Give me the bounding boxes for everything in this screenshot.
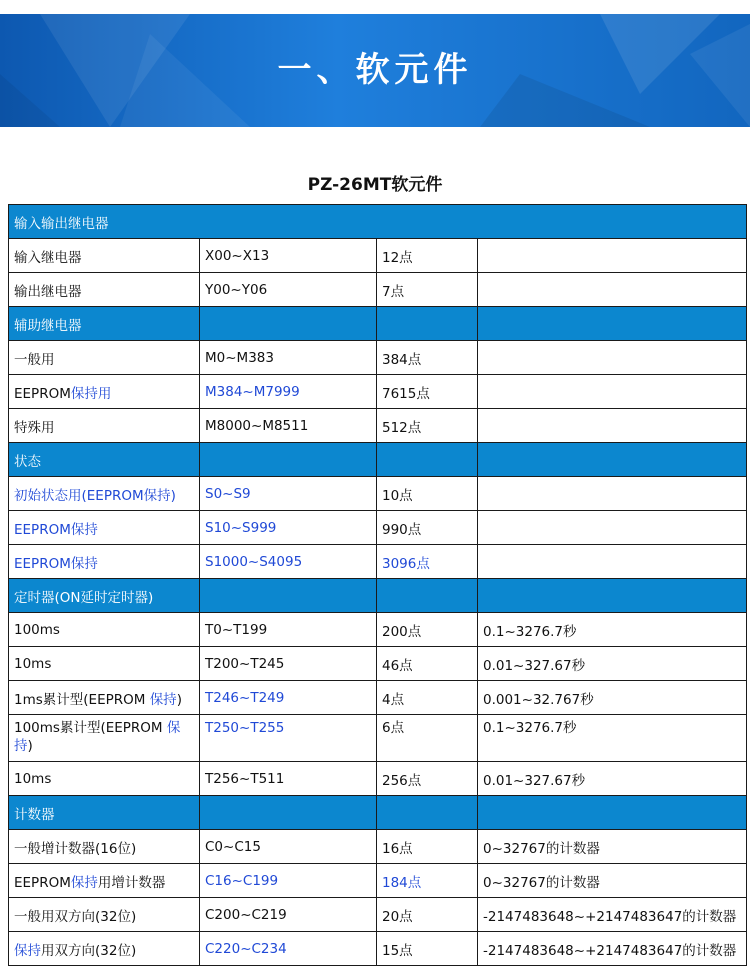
point-count: 6点 [377,715,478,762]
section-header-timers [9,579,747,613]
element-type: 100ms [9,613,200,647]
remark [478,239,747,273]
point-count: 15点 [377,932,478,966]
table-row [9,762,747,796]
element-type-highlight: 保持 [70,874,98,891]
element-type: 特殊用 [9,409,200,443]
section-title: 定时器(ON延时定时器) [9,579,200,613]
address-range: C220~C234 [200,932,377,966]
element-type: 10ms [9,762,200,796]
table-row [9,932,747,966]
point-count: 10点 [377,477,478,511]
element-type-prefix: EEPROM [14,385,71,402]
address-range: T250~T255 [200,715,377,762]
remark [478,545,747,579]
remark: 0.001~32.767秒 [478,681,747,715]
element-type [9,375,200,409]
remark: 0.1~3276.7秒 [478,613,747,647]
address-range: S0~S9 [200,477,377,511]
element-type: 输出继电器 [9,273,200,307]
element-type-prefix: 100ms累计型(EEPROM [14,720,167,736]
address-range: C0~C15 [200,830,377,864]
element-type: 10ms [9,647,200,681]
table-row [9,613,747,647]
point-count: 990点 [377,511,478,545]
element-type [9,864,200,898]
element-type: 一般增计数器(16位) [9,830,200,864]
point-count: 184点 [377,864,478,898]
header-empty-cell [478,443,747,477]
point-count: 512点 [377,409,478,443]
section-header-counters [9,796,747,830]
address-range: X00~X13 [200,239,377,273]
section-header-io-relays [9,205,747,239]
element-type: EEPROM保持 [9,511,200,545]
point-count: 200点 [377,613,478,647]
point-count: 12点 [377,239,478,273]
point-count: 46点 [377,647,478,681]
header-empty-cell [377,307,478,341]
element-type-suffix: ) [27,738,33,754]
element-type-highlight: 保持 [149,691,177,708]
remark: 0.01~327.67秒 [478,762,747,796]
table-row [9,477,747,511]
address-range: C16~C199 [200,864,377,898]
header-empty-cell [478,796,747,830]
element-type: 输入继电器 [9,239,200,273]
remark [478,477,747,511]
remark [478,341,747,375]
table-row [9,239,747,273]
table-row [9,545,747,579]
header-empty-cell [200,307,377,341]
address-range: M0~M383 [200,341,377,375]
table-row [9,273,747,307]
header-empty-cell [200,796,377,830]
remark [478,273,747,307]
point-count: 4点 [377,681,478,715]
title-banner [0,14,750,127]
table-row [9,409,747,443]
section-title: 计数器 [9,796,200,830]
element-type-highlight: 保持 [14,720,181,754]
address-range: T246~T249 [200,681,377,715]
header-empty-cell [200,579,377,613]
remark: -2147483648~+2147483647的计数器 [478,932,747,966]
element-type-suffix: ) [176,691,182,708]
element-type: 一般用双方向(32位) [9,898,200,932]
point-count: 7615点 [377,375,478,409]
table-row [9,864,747,898]
remark: 0.01~327.67秒 [478,647,747,681]
table-title: PZ-26MT软元件 [307,175,443,195]
section-title: 辅助继电器 [9,307,200,341]
table-row [9,681,747,715]
header-empty-cell [478,579,747,613]
point-count: 256点 [377,762,478,796]
table-row [9,898,747,932]
point-count: 16点 [377,830,478,864]
remark [478,409,747,443]
table-row [9,341,747,375]
section-title: 输入输出继电器 [9,205,747,239]
remark: 0~32767的计数器 [478,864,747,898]
section-header-states [9,443,747,477]
banner-title: 一、软元件 [277,50,473,90]
address-range: T0~T199 [200,613,377,647]
soft-element-table [8,204,747,966]
element-type: 一般用 [9,341,200,375]
element-type: EEPROM保持 [9,545,200,579]
point-count: 384点 [377,341,478,375]
section-title: 状态 [9,443,200,477]
header-empty-cell [377,579,478,613]
point-count: 7点 [377,273,478,307]
table-row [9,830,747,864]
element-type-suffix: 用双方向(32位) [41,942,137,959]
remark [478,511,747,545]
element-type [9,932,200,966]
point-count: 20点 [377,898,478,932]
remark: -2147483648~+2147483647的计数器 [478,898,747,932]
address-range: M384~M7999 [200,375,377,409]
address-range: T200~T245 [200,647,377,681]
header-empty-cell [200,443,377,477]
address-range: M8000~M8511 [200,409,377,443]
element-type [9,715,200,762]
header-empty-cell [478,307,747,341]
address-range: Y00~Y06 [200,273,377,307]
table-row [9,715,747,762]
element-type: 初始状态用(EEPROM保持) [9,477,200,511]
element-type [9,681,200,715]
address-range: S1000~S4095 [200,545,377,579]
point-count: 3096点 [377,545,478,579]
element-type-highlight: 保持 [14,942,41,959]
table-row [9,511,747,545]
remark: 0.1~3276.7秒 [478,715,747,762]
remark: 0~32767的计数器 [478,830,747,864]
remark [478,375,747,409]
address-range: T256~T511 [200,762,377,796]
address-range: S10~S999 [200,511,377,545]
header-empty-cell [377,443,478,477]
table-row [9,647,747,681]
element-type-prefix: EEPROM [14,874,71,891]
table-row [9,375,747,409]
element-type-highlight: 保持用 [70,385,112,402]
header-empty-cell [377,796,478,830]
element-type-prefix: 1ms累计型(EEPROM [14,691,150,708]
section-header-aux-relays [9,307,747,341]
element-type-suffix: 用增计数器 [97,874,166,891]
address-range: C200~C219 [200,898,377,932]
